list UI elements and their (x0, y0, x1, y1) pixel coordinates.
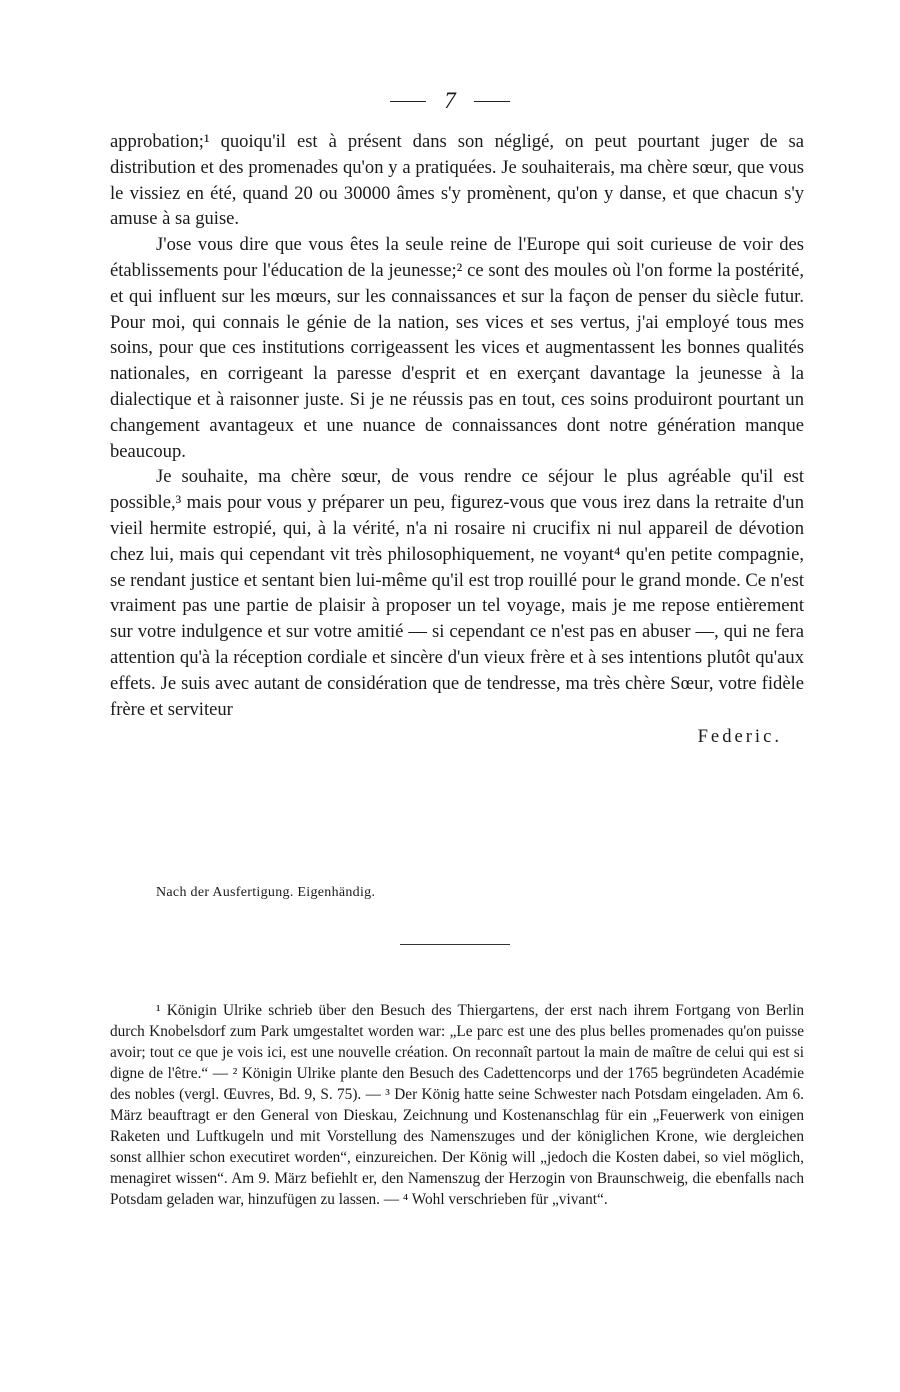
footnotes (110, 1000, 804, 1210)
page-header (0, 86, 900, 116)
footnote-separator (400, 944, 510, 945)
paragraph-1: approbation;¹ quoiqu'il est à présent dans son négligé, on peut pourtant juger de sa distribution et des promenades qu'on y a pratiquées. Je souhaiterais, ma chère sœur, que vous le vissiez en été, quand 20 ou 30000 âmes s'y promènent, qu'on y danse, et que chacun s'y amuse à sa guise. (110, 131, 804, 230)
signature-row (110, 722, 804, 748)
source-note: Nach der Ausfertigung. Eigenhändig. (156, 885, 376, 900)
page-number: 7 (444, 88, 456, 113)
paragraph-2: J'ose vous dire que vous êtes la seule reine de l'Europe qui soit curieuse de voir des établissements pour l'éducation de la jeunesse;² ce sont des moules où l'on forme la postérité, et qui influent sur les mœurs, sur les connaissances et sur la façon de penser du siècle futur. Pour moi, qui connais le génie de la nation, ses vices et ses vertus, j'ai employé tous mes soins, pour que ces institutions corrigeassent les vices et augmentassent les bonnes qualités nationales, en corrigeant la paresse d'esprit et en exerçant davantage la jeunesse à la dialectique et à raisonner juste. Si je ne réussis pas en tout, ces soins produiront pourtant un changement avantageux et une nuance de connaissances dont notre génération manque beaucoup. (110, 234, 804, 462)
footnote-text: ¹ Königin Ulrike schrieb über den Besuch des Thiergartens, der erst nach ihrem Fortgang von Berlin durch Knobelsdorf zum Park umgestaltet worden war: „Le parc est une des plus belles promenades qu'on puisse avoir; tout ce que je vois ici, est une nouvelle création. On reconnaît partout la main de maître de celui qui est si digne de l'être.“ — ² Königin Ulrike plante den Besuch des Cadettencorps und der 1765 begründeten Académie des nobles (vergl. Œuvres, Bd. 9, S. 75). — ³ Der König hatte seine Schwester nach Potsdam eingeladen. Am 6. März beauftragt er den General von Dieskau, Zeichnung und Kostenanschlag für ein „Feuerwerk von einigen Raketen und Luftkugeln und mit Vorstellung des Namenszuges und der königlichen Krone, wie dergleichen sonst allhier schon executiret worden“, einzureichen. Der König will „jedoch die Kosten dabei, so viel möglich, menagiret wissen“. Am 9. März befiehlt er, den Namenszug der Herzogin von Braunschweig, die ebenfalls nach Potsdam geladen war, hinzufügen zu lassen. — ⁴ Wohl verschrieben für „vivant“. (110, 1002, 804, 1208)
header-rule-left (390, 101, 426, 102)
paragraph-3: Je souhaite, ma chère sœur, de vous rendre ce séjour le plus agréable qu'il est possible,³ mais pour vous y préparer un peu, figurez-vous que vous irez dans la retraite d'un vieil hermite estropié, qui, à la vérité, n'a ni rosaire ni crucifix ni nul appareil de dévotion chez lui, mais qui cependant vit très philosophiquement, ne voyant⁴ qu'en petite compagnie, se rendant justice et sentant bien lui-même qu'il est trop rouillé pour le grand monde. Ce n'est vraiment pas une partie de plaisir à proposer un tel voyage, mais je me repose entièrement sur votre indulgence et sur votre amitié — si cependant ce n'est pas en abuser —, qui ne fera attention qu'à la réception cordiale et sincère d'un vieux frère et à ses intentions plutôt qu'aux effets. Je suis avec autant de considération que de tendresse, ma très chère Sœur, votre fidèle frère et serviteur (110, 466, 804, 720)
letter-body (110, 129, 804, 748)
header-rule-right (474, 101, 510, 102)
signature: Federic. (697, 726, 782, 748)
